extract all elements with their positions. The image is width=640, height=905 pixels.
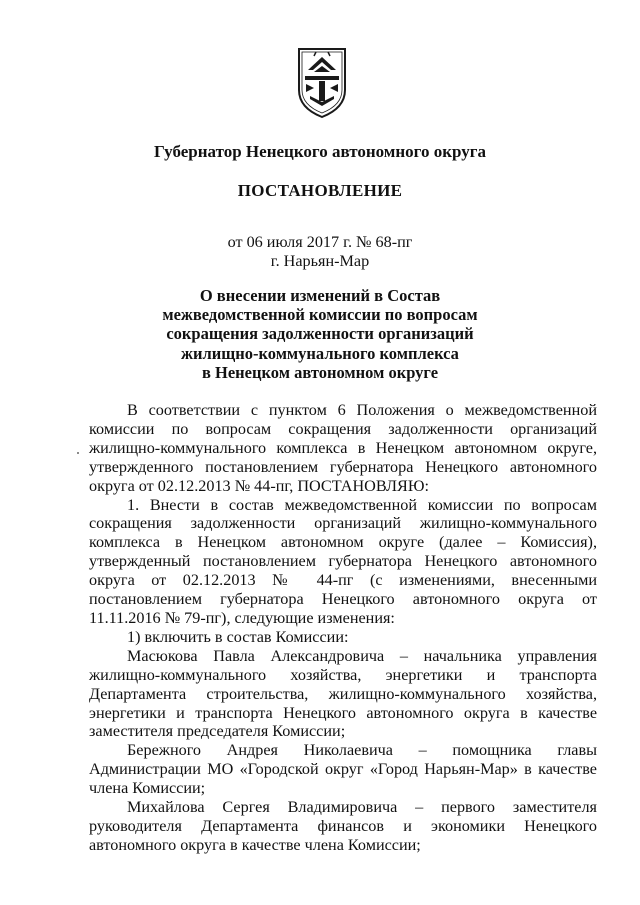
subject-line: жилищно-коммунального комплекса: [181, 343, 459, 363]
document-city: г. Нарьян-Мар: [270, 252, 370, 270]
subject-line: О внесении изменений в Состав: [199, 286, 441, 305]
subject-line: сокращения задолженности организаций: [166, 324, 474, 344]
document-subject: [0, 286, 640, 382]
document-date-number: от 06 июля 2017 г. № 68-пг: [227, 233, 413, 251]
member-paragraph: Михайлова Сергея Владимировича – первого заместителя руководителя Департамента финансов и экономики Ненецкого автономного округа в качестве члена Комиссии;: [89, 798, 597, 854]
nenets-coat-of-arms-icon: [296, 46, 348, 120]
member-paragraph: Бережного Андрея Николаевича – помощника главы Администрации МО «Городской округ «Город Нарьян-Мар» в качестве члена Комиссии;: [89, 741, 597, 798]
document-body: [89, 401, 597, 855]
scan-speck: [77, 452, 79, 454]
document-type: ПОСТАНОВЛЕНИЕ: [237, 181, 403, 200]
subject-line: межведомственной комиссии по вопросам: [162, 305, 478, 325]
item-1-paragraph: 1. Внести в состав межведомственной комиссии по вопросам сокращения задолженности организаций жилищно-коммунального комплекса в Ненецком автономном округе (далее – Комиссия), утвержденный постановлением губернатора Ненецкого автономного округа от 02.12.2013 № 44-пг (с изменениями, внесенными постановлением губернатора Ненецкого автономного округа от 11.11.2016 № 79-пг), следующие изменения:: [89, 495, 597, 627]
issuing-authority: Губернатор Ненецкого автономного округа: [154, 142, 486, 161]
preamble-paragraph: В соответствии с пунктом 6 Положения о межведомственной комиссии по вопросам сокращения задолженности организаций жилищно-коммунального комплекса в Ненецком автономном округе, утвержденного постановлением губернатора Ненецкого автономного округа от 02.12.2013 № 44-пг, ПОСТАНОВЛЯЮ:: [89, 401, 597, 495]
subitem-1-paragraph: 1) включить в состав Комиссии:: [127, 627, 349, 646]
subject-line: в Ненецком автономном округе: [201, 362, 439, 382]
member-paragraph: Масюкова Павла Александровича – начальника управления жилищно-коммунального хозяйства, энергетики и транспорта Департамента строительства, жилищно-коммунального хозяйства, энергетики и транспорта Ненецкого автономного округа в качестве заместителя председателя Комиссии;: [89, 646, 597, 741]
